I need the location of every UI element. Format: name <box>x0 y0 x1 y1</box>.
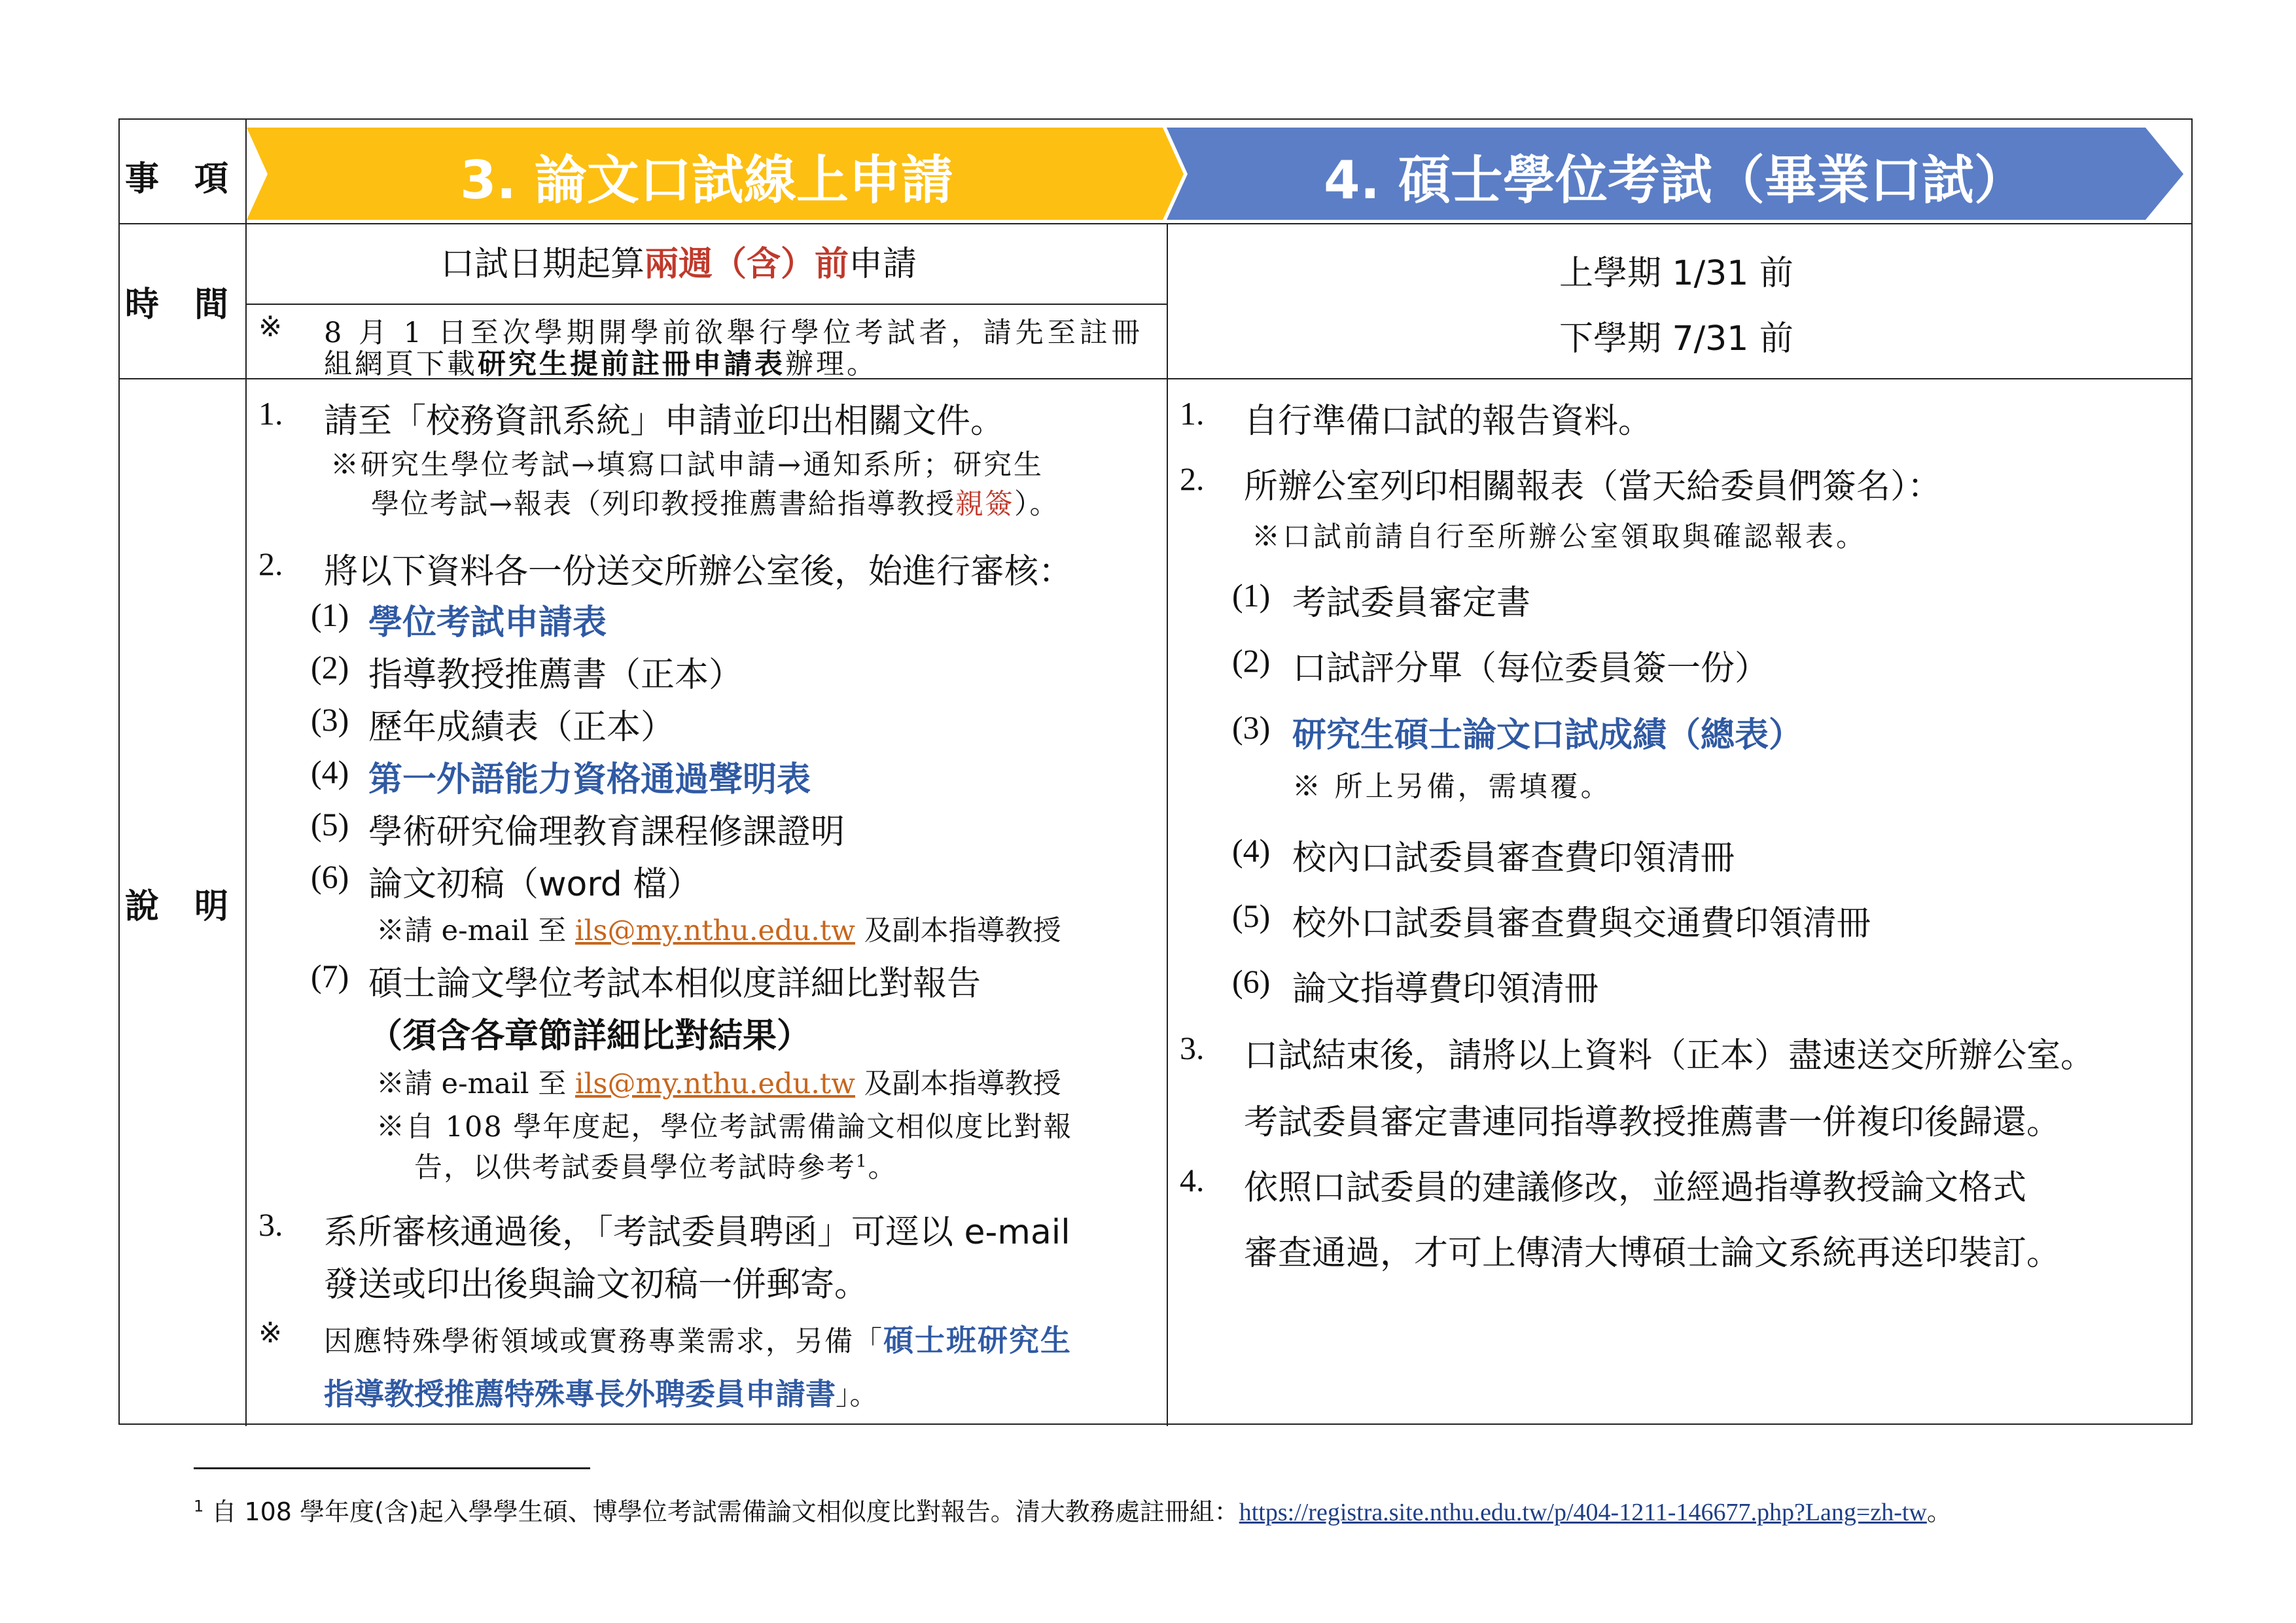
right-sub-5-number: (5) <box>1232 898 1271 934</box>
time-note-line1: 8 月 1 日至次學期開學前欲舉行學位考試者，請先至註冊 <box>324 317 1144 349</box>
time-main <box>440 236 917 285</box>
note-end: 。 <box>868 1151 898 1184</box>
report-email-note <box>376 1062 1061 1102</box>
time-note-mark: ※ <box>258 311 283 343</box>
note-text: 學位考試→報表（列印教授推薦書給指導教授 <box>371 488 956 521</box>
sub-1-number: (1) <box>311 597 349 633</box>
right-item-3-number: 3. <box>1180 1030 1205 1066</box>
left-item-1-note1: ※研究生學位考試→填寫口試申請→通知系所；研究生 <box>330 449 1044 481</box>
time-divider <box>245 304 1167 305</box>
note-end: ）。 <box>1014 488 1059 521</box>
label-time: 時 間 <box>124 285 241 324</box>
column-divider <box>1167 223 1168 1426</box>
footnote-text: 自 108 學年度(含)起入學學生碩、博學位考試需備論文相似度比對報告。清大教務處註冊組： <box>211 1497 1239 1526</box>
step4-title: 4. 碩士學位考試（畢業口試） <box>1324 150 2026 211</box>
footnote-ref: 1 <box>856 1151 868 1172</box>
right-sub-3-number: (3) <box>1232 709 1271 746</box>
left-item-3-line1: 系所審核通過後，「考試委員聘函」可逕以 e-mail <box>324 1213 1070 1252</box>
time-main-text: 口試日期起算 <box>440 245 645 284</box>
special-note-mark: ※ <box>258 1317 283 1350</box>
note-text: 告，以供考試委員學位考試時參考 <box>414 1151 856 1184</box>
footnote <box>194 1492 1952 1527</box>
similarity-report: 碩士論文學位考試本相似度詳細比對報告 <box>368 964 981 1003</box>
footnote-separator <box>194 1467 590 1469</box>
sub-7-number: (7) <box>311 958 349 994</box>
left-item-2: 將以下資料各一份送交所辦公室後，始進行審核： <box>324 552 1073 591</box>
right-item-4-line2: 審查通過，才可上傳清大博碩士論文系統再送印裝訂。 <box>1244 1234 2061 1273</box>
email-note-text: ※請 e-mail 至 <box>376 915 567 947</box>
note-text: 因應特殊學術領域或實務專業需求，另備「 <box>324 1325 883 1358</box>
ethics-certificate: 學術研究倫理教育課程修課證明 <box>368 812 845 852</box>
external-review-fee-list: 校外口試委員審查費與交通費印領清冊 <box>1292 904 1871 943</box>
sub-3-number: (3) <box>311 701 349 738</box>
left-item-1: 請至「校務資訊系統」申請並印出相關文件。 <box>324 402 1005 441</box>
left-item-3-number: 3. <box>258 1206 283 1243</box>
time-second-semester: 下學期 7/31 前 <box>1559 319 1793 358</box>
time-first-semester: 上學期 1/31 前 <box>1559 254 1793 293</box>
personal-signature: 親簽 <box>955 488 1015 521</box>
oral-exam-score-summary: 研究生碩士論文口試成績（總表） <box>1292 716 1803 755</box>
column-divider <box>245 120 247 1426</box>
recommendation-letter: 指導教授推薦書（正本） <box>368 655 743 695</box>
sub-6-number: (6) <box>311 858 349 895</box>
time-deadline: 兩週（含）前 <box>645 245 849 284</box>
sub-4-number: (4) <box>311 754 349 790</box>
internal-review-fee-list: 校內口試委員審查費印領清冊 <box>1292 839 1735 878</box>
email-link[interactable]: ils@my.nthu.edu.tw <box>574 1068 855 1100</box>
right-item-3-line2: 考試委員審定書連同指導教授推薦書一併複印後歸還。 <box>1244 1103 2061 1142</box>
advising-fee-list: 論文指導費印領清冊 <box>1292 969 1599 1009</box>
transcript: 歷年成績表（正本） <box>368 708 675 747</box>
right-sub-1-number: (1) <box>1232 577 1271 614</box>
similarity-note: ※自 108 學年度起，學位考試需備論文相似度比對報 <box>376 1111 1073 1143</box>
email-note-cc: 及副本指導教授 <box>864 915 1061 947</box>
similarity-report-requirement: （須含各章節詳細比對結果） <box>368 1017 811 1056</box>
footnote-number: 1 <box>194 1497 204 1516</box>
language-declaration-form: 第一外語能力資格通過聲明表 <box>368 760 811 799</box>
sub-2-number: (2) <box>311 649 349 686</box>
row-divider <box>120 223 2191 224</box>
right-item-2-note: ※口試前請自行至所辦公室領取與確認報表。 <box>1252 521 1867 553</box>
scoring-sheet: 口試評分單（每位委員簽一份） <box>1292 649 1769 688</box>
time-note-text: 組網頁下載 <box>324 348 478 381</box>
time-main-suffix: 申請 <box>849 245 917 284</box>
sub-5-number: (5) <box>311 806 349 843</box>
footnote-end: 。 <box>1926 1497 1952 1526</box>
early-registration-form: 研究生提前註冊申請表 <box>478 348 785 381</box>
time-note-line2 <box>324 342 877 382</box>
right-sub-2-number: (2) <box>1232 642 1271 679</box>
special-note-line1 <box>324 1317 1072 1360</box>
right-item-4-line1: 依照口試委員的建議修改，並經過指導教授論文格式 <box>1244 1168 2027 1208</box>
label-description: 說 明 <box>124 887 241 926</box>
score-summary-note: ※ 所上另備，需填覆。 <box>1292 771 1612 803</box>
registration-office-link[interactable]: https://registra.site.nthu.edu.tw/p/404-1211-146677.php?Lang=zh-tw <box>1239 1499 1927 1526</box>
note-end: 」。 <box>836 1379 878 1412</box>
left-item-1-number: 1. <box>258 395 283 432</box>
step3-title: 3. 論文口試線上申請 <box>460 150 953 211</box>
similarity-note-end <box>414 1145 898 1185</box>
thesis-draft: 論文初稿（word 檔） <box>368 865 701 904</box>
special-note-line2 <box>324 1370 878 1414</box>
external-committee-form-name: 指導教授推薦特殊專長外聘委員申請書 <box>324 1376 836 1412</box>
right-item-2: 所辦公室列印相關報表（當天給委員們簽名）： <box>1244 467 1942 506</box>
left-item-2-number: 2. <box>258 546 283 582</box>
email-link[interactable]: ils@my.nthu.edu.tw <box>574 915 855 947</box>
email-note-cc: 及副本指導教授 <box>864 1068 1061 1100</box>
right-item-1-number: 1. <box>1180 395 1205 432</box>
procedure-table <box>118 118 2193 1425</box>
right-sub-4-number: (4) <box>1232 832 1271 869</box>
right-item-4-number: 4. <box>1180 1162 1205 1198</box>
left-item-3-line2: 發送或印出後與論文初稿一併郵寄。 <box>324 1265 869 1304</box>
label-items: 事 項 <box>124 160 241 199</box>
right-item-1: 自行準備口試的報告資料。 <box>1244 402 1653 441</box>
left-item-1-note2 <box>371 482 1059 522</box>
committee-approval-form: 考試委員審定書 <box>1292 584 1531 623</box>
draft-email-note <box>376 909 1061 949</box>
right-sub-6-number: (6) <box>1232 963 1271 1000</box>
email-note-text: ※請 e-mail 至 <box>376 1068 567 1100</box>
right-item-3-line1: 口試結束後，請將以上資料（正本）盡速送交所辦公室。 <box>1244 1036 2095 1075</box>
right-item-2-number: 2. <box>1180 461 1205 497</box>
application-form: 學位考試申請表 <box>368 603 607 642</box>
time-note-end: 辦理。 <box>785 348 877 381</box>
external-committee-form: 碩士班研究生 <box>883 1323 1072 1358</box>
